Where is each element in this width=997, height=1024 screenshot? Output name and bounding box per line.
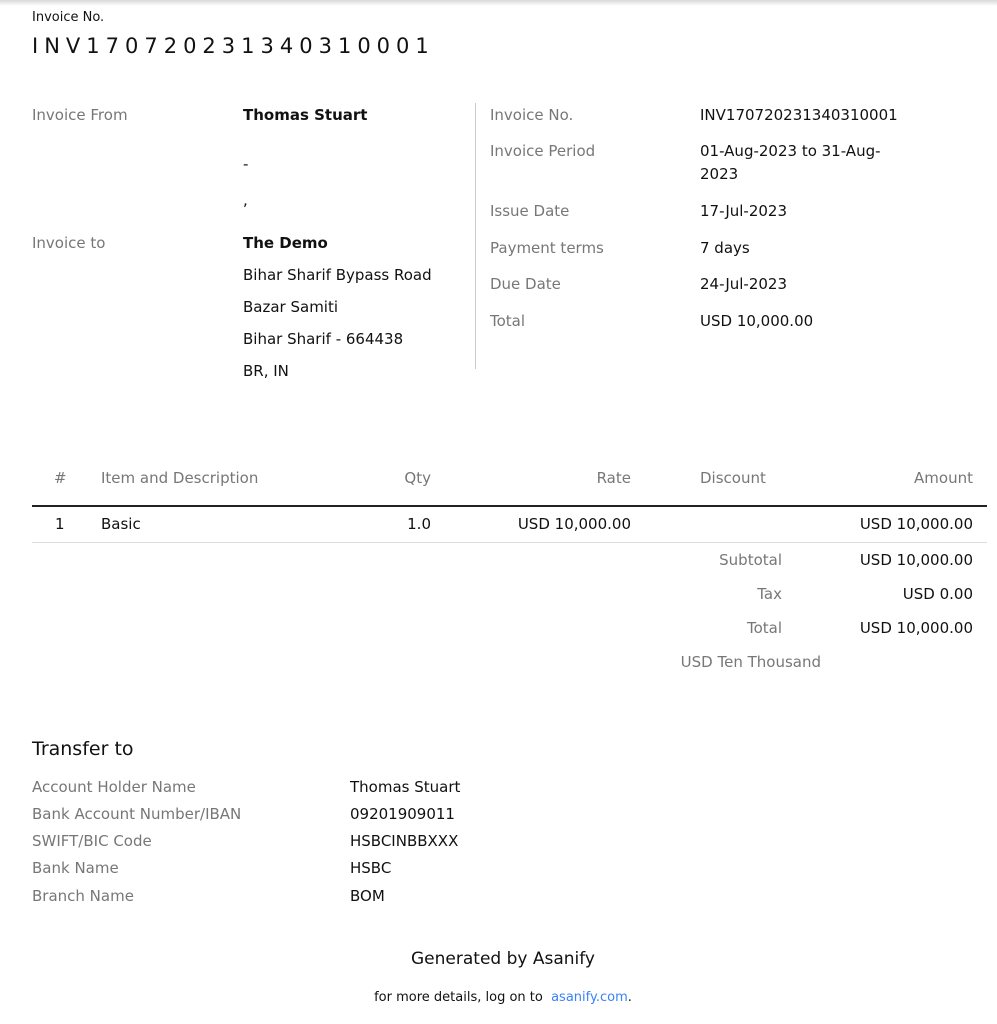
table-header-divider [32, 505, 987, 507]
meta-value-issue-date: 17-Jul-2023 [700, 202, 788, 220]
transfer-value: BOM [350, 887, 385, 905]
meta-label-issue-date: Issue Date [490, 202, 570, 220]
to-address-line: Bazar Samiti [243, 298, 339, 316]
vertical-divider [475, 103, 476, 369]
meta-value-due-date: 24-Jul-2023 [700, 275, 788, 293]
transfer-title: Transfer to [32, 738, 134, 760]
meta-value-invoice-no: INV170720231340310001 [700, 106, 898, 124]
from-line2: , [243, 191, 248, 209]
invoice-from-label: Invoice From [32, 106, 128, 124]
row-item: Basic [101, 515, 141, 533]
asanify-link[interactable]: asanify.com [551, 990, 628, 1005]
transfer-label: Account Holder Name [32, 778, 196, 796]
total-label: Total [746, 619, 782, 637]
generated-by: Generated by Asanify [411, 949, 595, 969]
top-shadow [0, 0, 997, 6]
meta-label-period: Invoice Period [490, 142, 596, 160]
transfer-value: HSBCINBBXXX [350, 832, 459, 850]
row-rate: USD 10,000.00 [517, 515, 631, 533]
to-address-line: Bihar Sharif Bypass Road [243, 266, 432, 284]
subtotal-label: Subtotal [719, 551, 782, 569]
total-in-words: USD Ten Thousand [680, 653, 821, 671]
invoice-to-label: Invoice to [32, 234, 106, 252]
table-row-divider [32, 542, 987, 543]
meta-label-total: Total [490, 312, 526, 330]
meta-value-period-cont: 2023 [700, 165, 739, 183]
transfer-value: HSBC [350, 859, 392, 877]
meta-label-payment-terms: Payment terms [490, 239, 604, 257]
from-name: Thomas Stuart [243, 106, 368, 124]
footer-period: . [627, 990, 632, 1005]
col-header-item: Item and Description [101, 469, 259, 487]
col-header-discount: Discount [700, 469, 766, 487]
to-name: The Demo [243, 234, 328, 252]
transfer-label: Branch Name [32, 887, 134, 905]
meta-value-period: 01-Aug-2023 to 31-Aug- [700, 142, 881, 160]
tax-value: USD 0.00 [902, 585, 973, 603]
from-line1: - [243, 155, 249, 173]
meta-value-total: USD 10,000.00 [700, 312, 814, 330]
col-header-rate: Rate [596, 469, 631, 487]
meta-value-payment-terms: 7 days [700, 239, 750, 257]
row-qty: 1.0 [407, 515, 431, 533]
tax-label: Tax [757, 585, 782, 603]
transfer-label: SWIFT/BIC Code [32, 832, 152, 850]
to-address-line: BR, IN [243, 362, 289, 380]
transfer-value: 09201909011 [350, 805, 455, 823]
invoice-number-title: INV170720231340310001 [32, 34, 435, 58]
invoice-no-label: Invoice No. [32, 10, 105, 25]
row-num: 1 [55, 515, 65, 533]
footer-details-text: for more details, log on to [374, 990, 543, 1005]
col-header-qty: Qty [404, 469, 431, 487]
transfer-label: Bank Name [32, 859, 119, 877]
to-address-line: Bihar Sharif - 664438 [243, 330, 404, 348]
meta-label-due-date: Due Date [490, 275, 561, 293]
transfer-value: Thomas Stuart [350, 778, 461, 796]
footer-details [0, 988, 997, 1008]
col-header-amount: Amount [914, 469, 973, 487]
total-value: USD 10,000.00 [859, 619, 973, 637]
col-header-num: # [54, 469, 67, 487]
subtotal-value: USD 10,000.00 [859, 551, 973, 569]
meta-label-invoice-no: Invoice No. [490, 106, 574, 124]
transfer-label: Bank Account Number/IBAN [32, 805, 242, 823]
row-amount: USD 10,000.00 [859, 515, 973, 533]
